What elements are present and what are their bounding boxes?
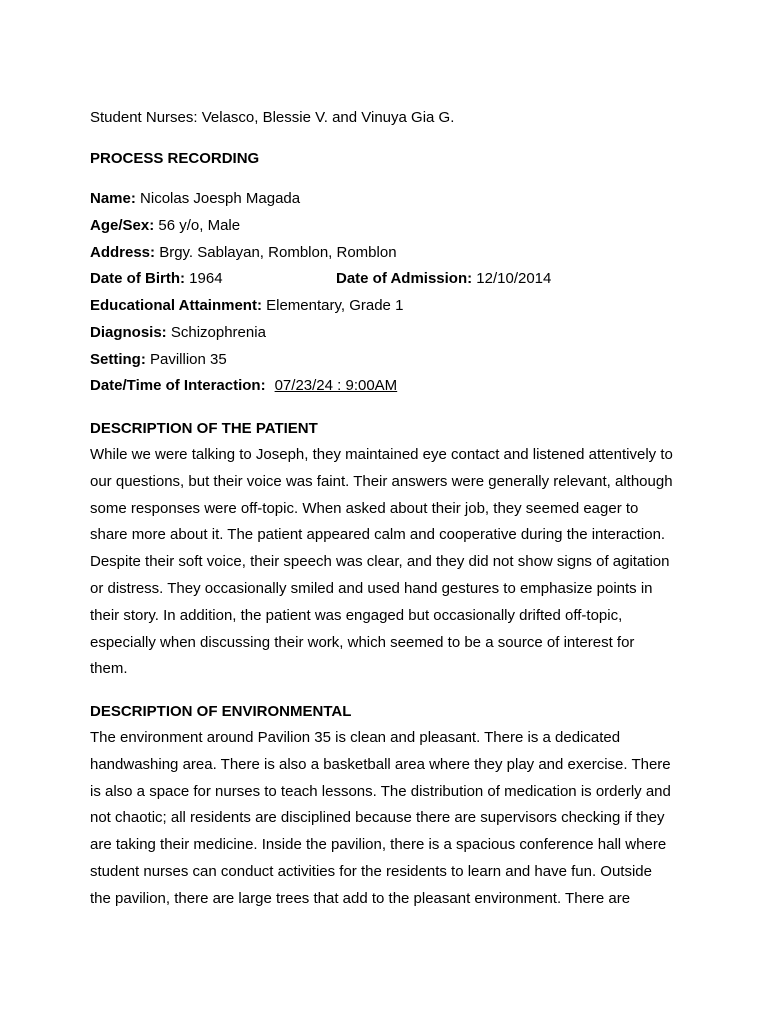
paragraph-line: not chaotic; all residents are disciplined because there are supervisors checking if they	[90, 809, 665, 827]
interaction-label: Date/Time of Interaction:	[90, 377, 266, 394]
setting-label: Setting:	[90, 351, 146, 368]
doa-label: Date of Admission:	[336, 270, 473, 287]
name-label: Name:	[90, 190, 136, 207]
agesex-value: 56 y/o, Male	[154, 217, 241, 234]
paragraph-line: some responses were off-topic. When asked about their job, they seemed eager to	[90, 499, 639, 517]
doa-value: 12/10/2014	[472, 270, 552, 287]
education-label: Educational Attainment:	[90, 297, 262, 314]
doa-field	[336, 270, 551, 288]
address-value: Brgy. Sablayan, Romblon, Romblon	[155, 244, 397, 261]
diagnosis-value: Schizophrenia	[166, 324, 266, 341]
dob-field	[90, 270, 223, 288]
agesex-field	[90, 217, 240, 235]
setting-field	[90, 351, 227, 369]
address-label: Address:	[90, 244, 156, 261]
document-title: PROCESS RECORDING	[90, 150, 260, 167]
address-field	[90, 244, 397, 262]
setting-value: Pavillion 35	[145, 351, 227, 368]
paragraph-line: The environment around Pavilion 35 is clean and pleasant. There is a dedicated	[90, 729, 621, 746]
name-field	[90, 190, 300, 208]
paragraph-line: the pavilion, there are large trees that add to the pleasant environment. There are	[90, 889, 631, 907]
paragraph-line: our questions, but their voice was faint. Their answers were generally relevant, although	[90, 472, 673, 490]
paragraph-line: share more about it. The patient appeared calm and cooperative during the interaction.	[90, 526, 666, 544]
dob-value: 1964	[185, 270, 223, 287]
paragraph-line: Despite their soft voice, their speech was clear, and they did not show signs of agitation	[90, 553, 670, 571]
patient-description	[90, 442, 690, 683]
diagnosis-label: Diagnosis:	[90, 324, 167, 341]
education-field	[90, 297, 403, 315]
dob-label: Date of Birth:	[90, 270, 185, 287]
agesex-label: Age/Sex:	[90, 217, 155, 234]
student-nurses-line: Student Nurses: Velasco, Blessie V. and Vinuya Gia G.	[90, 109, 455, 126]
paragraph-line: their story. In addition, the patient was engaged but occasionally drifted off-topic,	[90, 606, 623, 624]
patient-section-heading: DESCRIPTION OF THE PATIENT	[90, 420, 318, 437]
education-value: Elementary, Grade 1	[261, 297, 404, 314]
environment-description	[90, 725, 690, 913]
interaction-field	[90, 377, 397, 395]
paragraph-line: especially when discussing their work, which seemed to be a source of interest for	[90, 633, 635, 651]
paragraph-line: are taking their medicine. Inside the pavilion, there is a spacious conference hall where	[90, 836, 667, 854]
paragraph-line: student nurses can conduct activities for the residents to learn and have fun. Outside	[90, 862, 652, 880]
name-value: Nicolas Joesph Magada	[135, 190, 301, 207]
interaction-value: 07/23/24 : 9:00AM	[274, 377, 398, 394]
diagnosis-field	[90, 324, 266, 342]
paragraph-line: While we were talking to Joseph, they maintained eye contact and listened attentively to	[90, 446, 673, 463]
environment-section-heading: DESCRIPTION OF ENVIRONMENTAL	[90, 703, 352, 720]
paragraph-line: handwashing area. There is also a basketball area where they play and exercise. There	[90, 755, 671, 773]
paragraph-line: them.	[90, 660, 128, 678]
paragraph-line: is also a space for nurses to teach lessons. The distribution of medication is orderly and	[90, 782, 671, 800]
paragraph-line: or distress. They occasionally smiled and used hand gestures to emphasize points in	[90, 579, 653, 597]
